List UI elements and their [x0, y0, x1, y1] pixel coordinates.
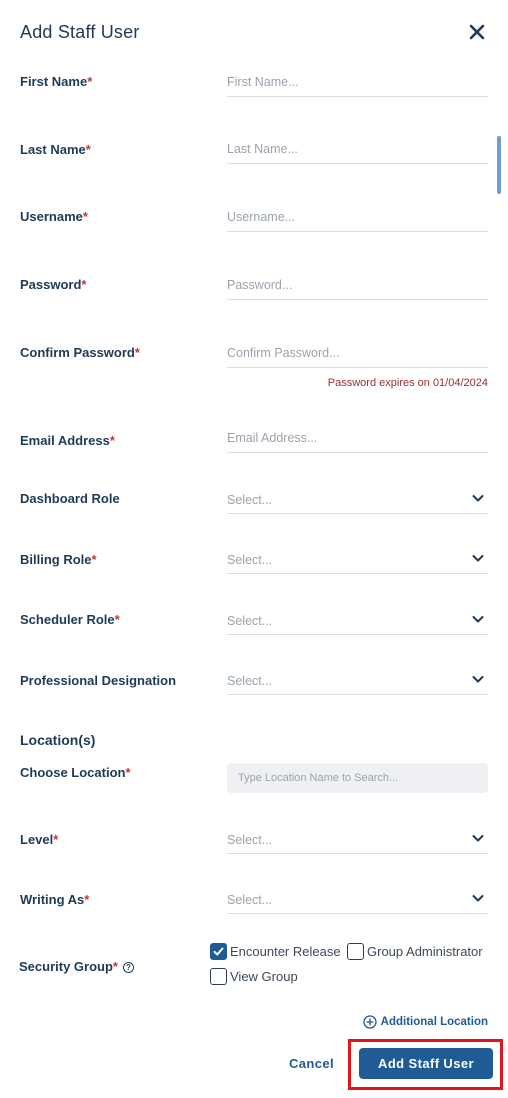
first-name-label: First Name*	[20, 74, 93, 89]
last-name-label: Last Name*	[20, 142, 91, 157]
additional-location-label: Additional Location	[380, 1016, 488, 1028]
choose-location-label: Choose Location*	[20, 765, 131, 780]
checkbox-checked-icon	[210, 943, 227, 960]
close-icon[interactable]	[466, 21, 488, 43]
dashboard-role-select[interactable]	[227, 484, 488, 514]
professional-designation-label: Professional Designation	[20, 673, 177, 688]
username-field	[227, 202, 488, 232]
plus-circle-icon	[363, 1015, 377, 1029]
password-input[interactable]	[227, 270, 488, 292]
professional-designation-select[interactable]	[227, 665, 488, 695]
username-label: Username*	[20, 209, 88, 224]
checkbox-view-group[interactable]	[210, 968, 298, 985]
level-select[interactable]	[227, 824, 488, 854]
confirm-password-field	[227, 338, 488, 368]
add-staff-user-button[interactable]: Add Staff User	[359, 1048, 493, 1079]
checkbox-label: Group Administrator	[367, 944, 483, 959]
first-name-input[interactable]	[227, 67, 488, 89]
question-circle-icon[interactable]: ?	[123, 962, 134, 973]
chevron-down-icon	[472, 554, 484, 563]
level-value: Select...	[227, 833, 273, 847]
email-label: Email Address*	[20, 433, 115, 448]
scheduler-role-value: Select...	[227, 614, 273, 628]
checkbox-label: View Group	[230, 969, 298, 984]
confirm-password-label: Confirm Password*	[20, 345, 140, 360]
email-input[interactable]	[227, 423, 488, 445]
last-name-field	[227, 134, 488, 164]
chevron-down-icon	[472, 894, 484, 903]
first-name-field	[227, 67, 488, 97]
professional-designation-value: Select...	[227, 674, 273, 688]
billing-role-label: Billing Role*	[20, 552, 97, 567]
cancel-button[interactable]: Cancel	[289, 1056, 335, 1071]
confirm-password-input[interactable]	[227, 338, 488, 360]
last-name-input[interactable]	[227, 134, 488, 156]
chevron-down-icon	[472, 615, 484, 624]
dashboard-role-value: Select...	[227, 493, 273, 507]
checkbox-label: Encounter Release	[230, 944, 341, 959]
email-field	[227, 423, 488, 453]
scheduler-role-select[interactable]	[227, 605, 488, 635]
password-expiry-hint: Password expires on 01/04/2024	[327, 377, 488, 389]
locations-section-title: Location(s)	[20, 732, 96, 748]
level-label: Level*	[20, 832, 59, 847]
password-label: Password*	[20, 277, 87, 292]
billing-role-select[interactable]	[227, 544, 488, 574]
security-group-label: Security Group* ?	[19, 959, 134, 974]
chevron-down-icon	[472, 834, 484, 843]
checkbox-encounter-release[interactable]	[210, 943, 341, 960]
writing-as-select[interactable]	[227, 884, 488, 914]
writing-as-value: Select...	[227, 893, 273, 907]
location-search-box	[227, 763, 488, 793]
billing-role-value: Select...	[227, 553, 273, 567]
chevron-down-icon	[472, 494, 484, 503]
location-search-input[interactable]	[227, 763, 488, 793]
writing-as-label: Writing As*	[20, 892, 90, 907]
dashboard-role-label: Dashboard Role	[20, 491, 120, 506]
chevron-down-icon	[472, 675, 484, 684]
password-field	[227, 270, 488, 300]
additional-location-button[interactable]	[363, 1015, 488, 1029]
scheduler-role-label: Scheduler Role*	[20, 612, 120, 627]
dialog-title: Add Staff User	[20, 22, 140, 42]
checkbox-unchecked-icon	[210, 968, 227, 985]
checkbox-unchecked-icon	[347, 943, 364, 960]
scrollbar-thumb[interactable]	[497, 136, 501, 194]
checkbox-group-administrator[interactable]	[347, 943, 483, 960]
username-input[interactable]	[227, 202, 488, 224]
